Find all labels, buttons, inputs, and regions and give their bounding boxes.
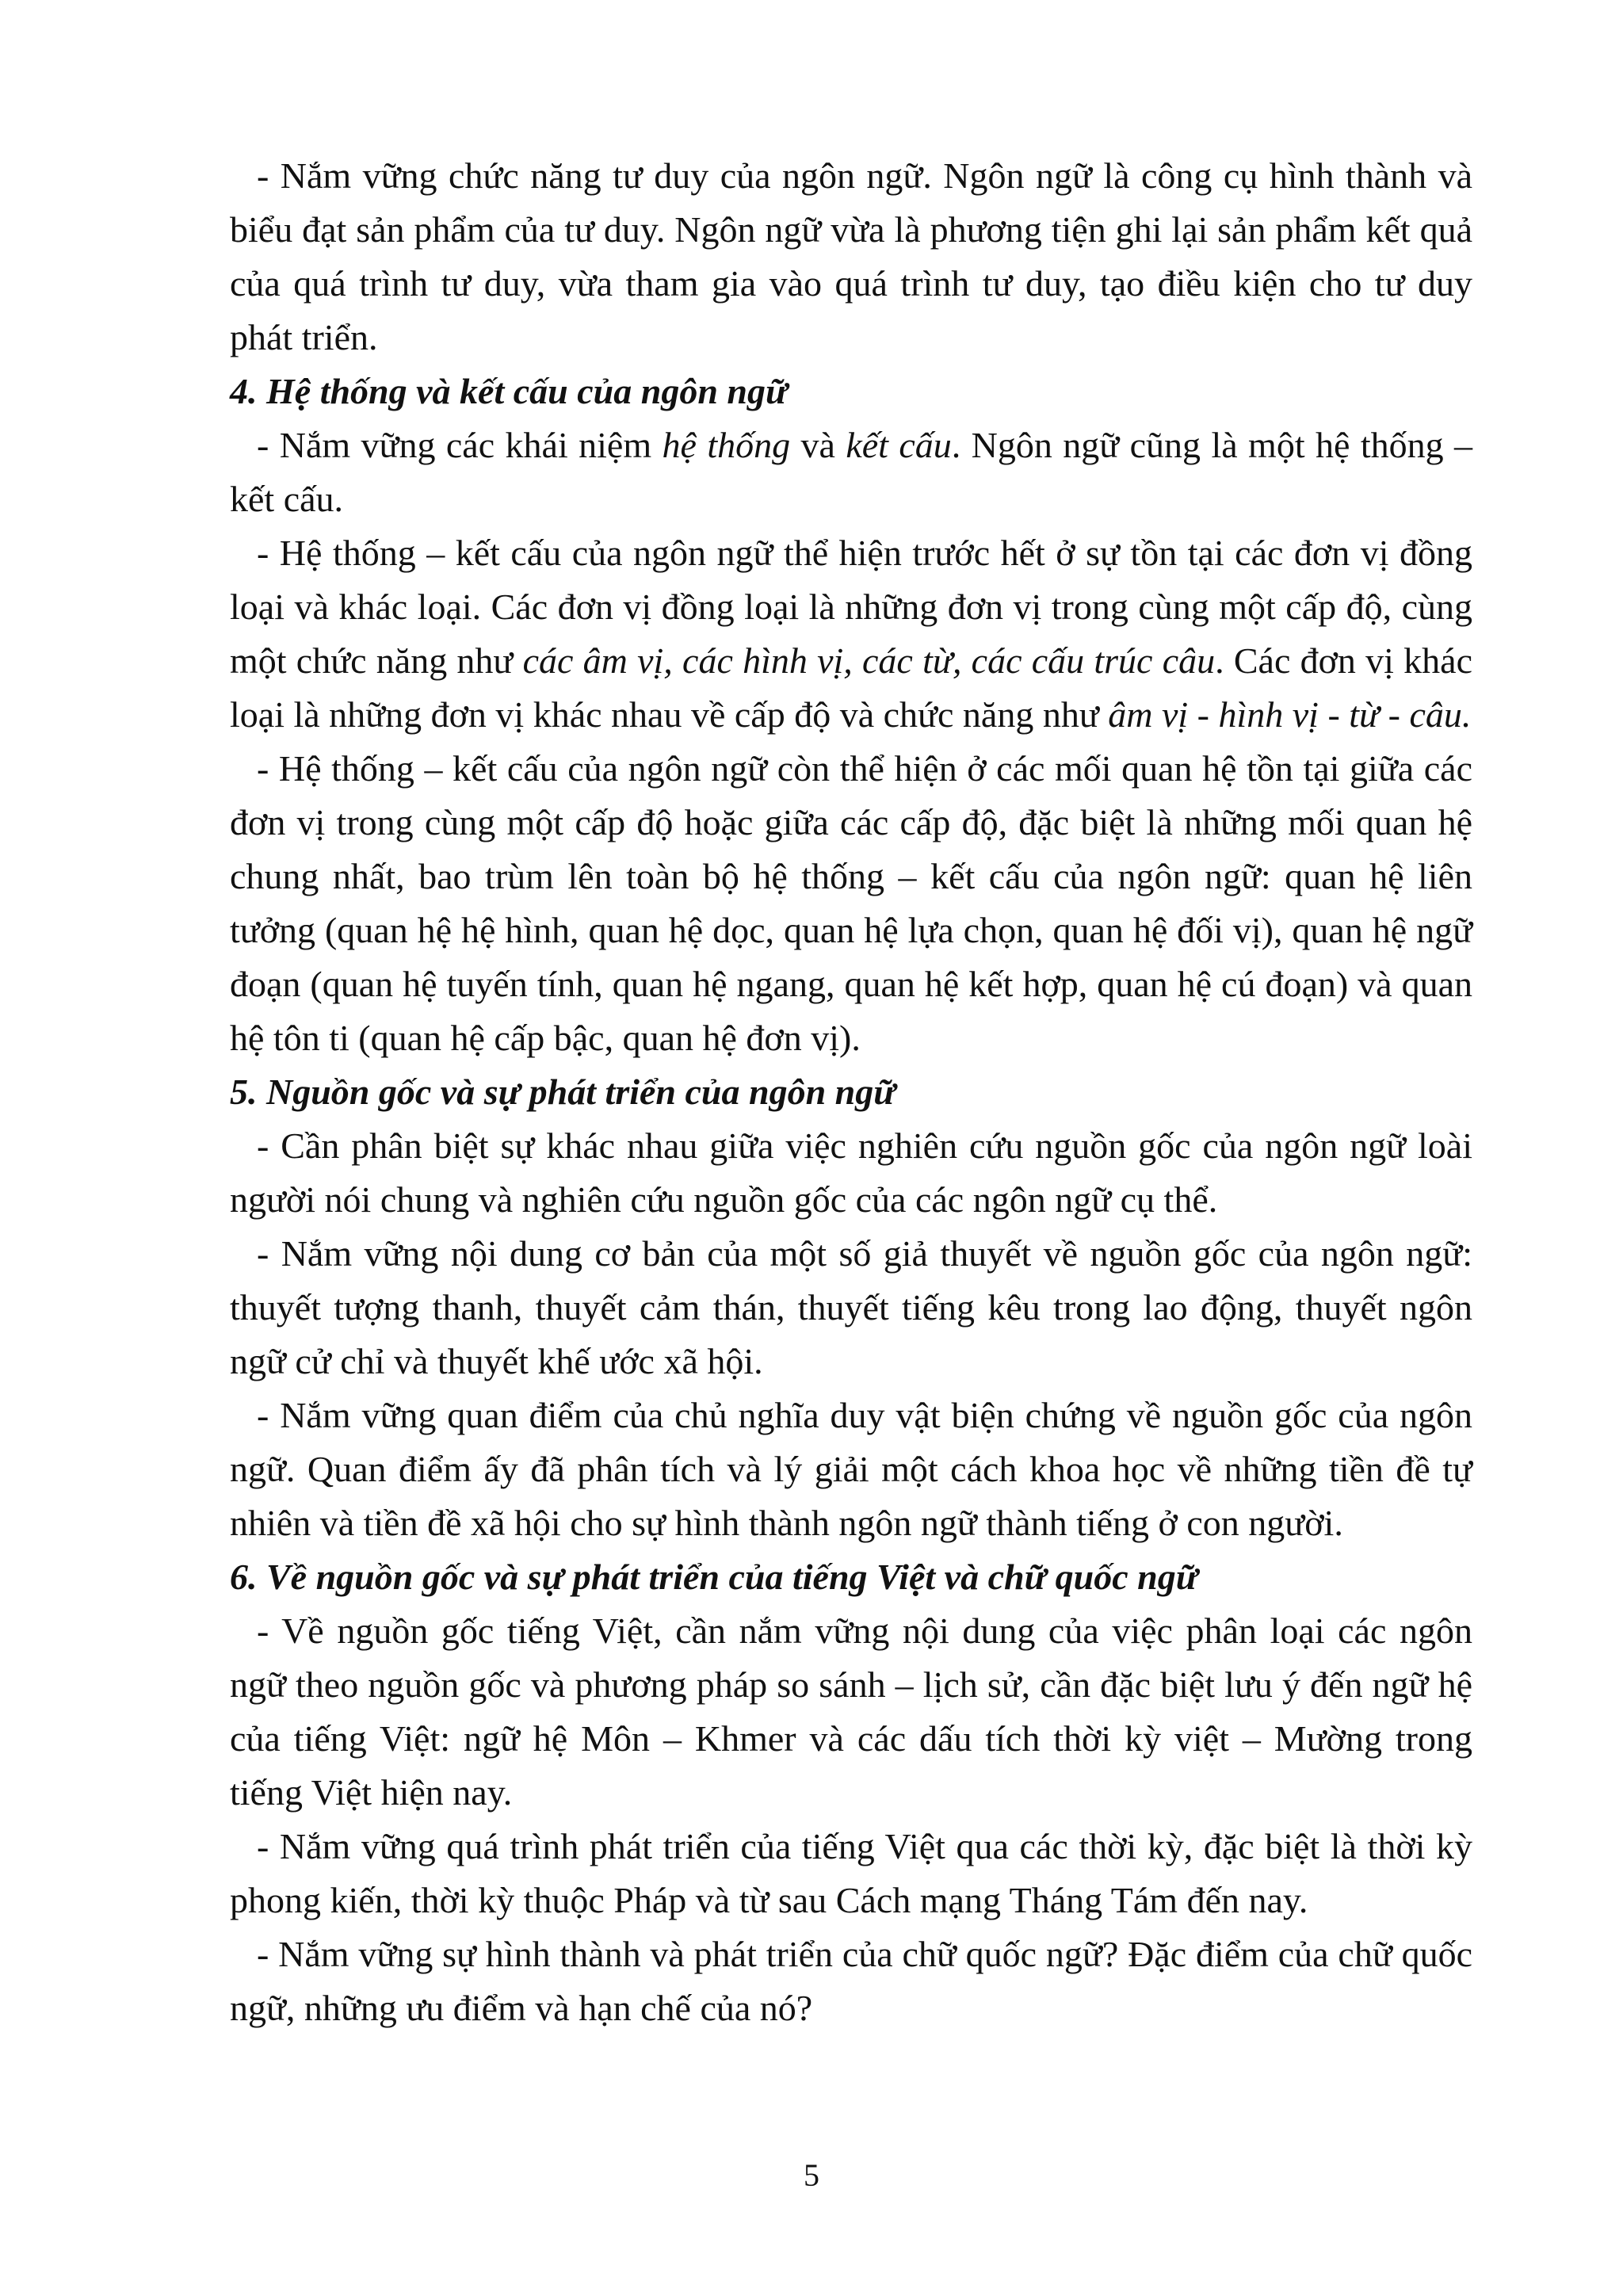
heading-section-5: 5. Nguồn gốc và sự phát triển của ngôn ngữ bbox=[230, 1072, 896, 1112]
page-number: 5 bbox=[804, 2157, 819, 2193]
text-run: - Hệ thống – kết cấu của ngôn ngữ thể hiện trước hết ở sự tồn tại các đơn vị đồng loại và khác loại. Các đơn vị đồng loại là những đơn vị trong cùng một cấp độ, cùng một chức năng như bbox=[230, 533, 1472, 681]
paragraph-vietnamese-origin: - Về nguồn gốc tiếng Việt, cần nắm vững nội dung của việc phân loại các ngôn ngữ theo nguồn gốc và phương pháp so sánh – lịch sử, cần đặc biệt lưu ý đến ngữ hệ của tiếng Việt: ngữ hệ Môn – Khmer và các dấu tích thời kỳ việt – Mường trong tiếng Việt hiện nay. bbox=[230, 1610, 1472, 1813]
paragraph-materialist-view: - Nắm vững quan điểm của chủ nghĩa duy vật biện chứng về nguồn gốc của ngôn ngữ. Quan điểm ấy đã phân tích và lý giải một cách khoa học về những tiền đề tự nhiên và tiền đề xã hội cho sự hình thành ngôn ngữ thành tiếng ở con người. bbox=[230, 1395, 1472, 1543]
paragraph-language-thinking-function: - Nắm vững chức năng tư duy của ngôn ngữ. Ngôn ngữ là công cụ hình thành và biểu đạt sản phẩm của tư duy. Ngôn ngữ vừa là phương tiện ghi lại sản phẩm kết quả của quá trình tư duy, vừa tham gia vào quá trình tư duy, tạo điều kiện cho tư duy phát triển. bbox=[230, 155, 1472, 357]
text-run: và bbox=[790, 425, 846, 465]
text-run: . Các đơn vị khác loại là những đơn vị khác nhau về cấp độ và chức năng như bbox=[230, 640, 1472, 735]
paragraph-unit-types bbox=[230, 526, 1472, 742]
heading-section-4: 4. Hệ thống và kết cấu của ngôn ngữ bbox=[230, 371, 788, 411]
text-run: - Nắm vững các khái niệm bbox=[257, 425, 663, 465]
italic-term-system: hệ thống bbox=[662, 425, 791, 465]
italic-unit-examples: các âm vị, các hình vị, các từ, các cấu trúc câu bbox=[522, 640, 1216, 681]
paragraph-origin-research: - Cần phân biệt sự khác nhau giữa việc nghiên cứu nguồn gốc của ngôn ngữ loài người nói chung và nghiên cứu nguồn gốc của các ngôn ngữ cụ thể. bbox=[230, 1125, 1472, 1220]
text-run: . Ngôn ngữ cũng là một hệ thống – kết cấu. bbox=[230, 425, 1473, 519]
paragraph-relations: - Hệ thống – kết cấu của ngôn ngữ còn thể hiện ở các mối quan hệ tồn tại giữa các đơn vị trong cùng một cấp độ hoặc giữa các cấp độ, đặc biệt là những mối quan hệ chung nhất, bao trùm lên toàn bộ hệ thống – kết cấu của ngôn ngữ: quan hệ liên tưởng (quan hệ hệ hình, quan hệ dọc, quan hệ lựa chọn, quan hệ đối vị), quan hệ ngữ đoạn (quan hệ tuyến tính, quan hệ ngang, quan hệ kết hợp, quan hệ cú đoạn) và quan hệ tôn ti (quan hệ cấp bậc, quan hệ đơn vị). bbox=[230, 748, 1472, 1058]
italic-term-structure: kết cấu bbox=[846, 425, 952, 465]
paragraph-system-structure-concepts bbox=[230, 418, 1472, 526]
page-content bbox=[230, 149, 1472, 2035]
paragraph-quoc-ngu: - Nắm vững sự hình thành và phát triển của chữ quốc ngữ? Đặc điểm của chữ quốc ngữ, những ưu điểm và hạn chế của nó? bbox=[230, 1934, 1472, 2028]
heading-section-6: 6. Về nguồn gốc và sự phát triển của tiếng Việt và chữ quốc ngữ bbox=[230, 1557, 1198, 1597]
paragraph-vietnamese-development: - Nắm vững quá trình phát triển của tiếng Việt qua các thời kỳ, đặc biệt là thời kỳ phong kiến, thời kỳ thuộc Pháp và từ sau Cách mạng Tháng Tám đến nay. bbox=[230, 1826, 1472, 1920]
paragraph-origin-hypotheses: - Nắm vững nội dung cơ bản của một số giả thuyết về nguồn gốc của ngôn ngữ: thuyết tượng thanh, thuyết cảm thán, thuyết tiếng kêu trong lao động, thuyết ngôn ngữ cử chỉ và thuyết khế ước xã hội. bbox=[230, 1233, 1472, 1381]
italic-level-chain: âm vị - hình vị - từ - câu. bbox=[1108, 694, 1472, 735]
